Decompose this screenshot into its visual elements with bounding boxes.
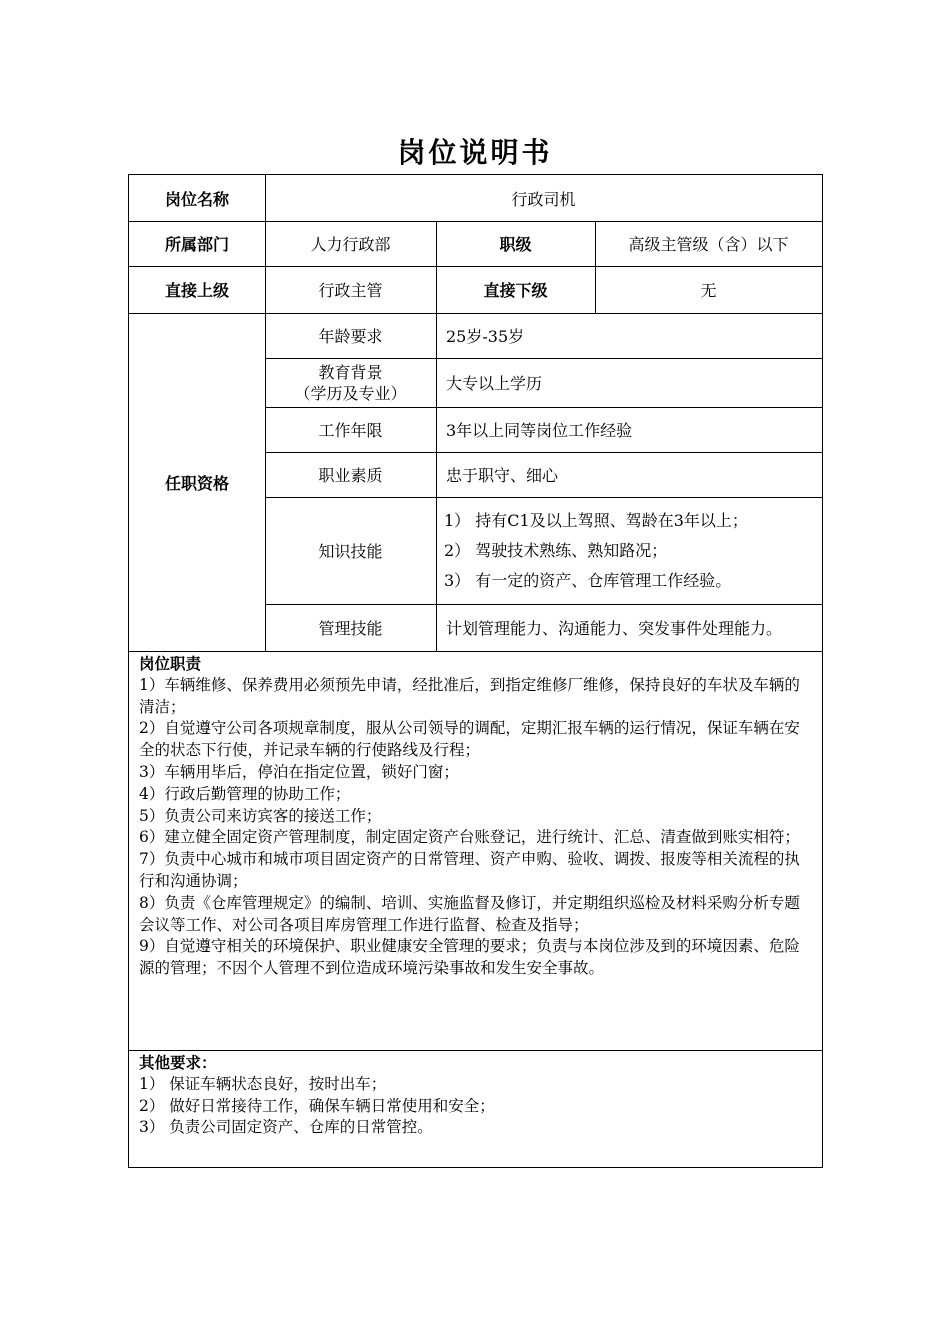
position-value: 行政司机 <box>511 189 576 209</box>
age-value: 25岁-35岁 <box>446 327 525 346</box>
superior-value: 行政主管 <box>318 281 383 300</box>
age-label: 年龄要求 <box>318 327 383 346</box>
page-title: 岗位说明书 <box>397 136 553 169</box>
other-requirements-section <box>129 1050 822 1167</box>
duty-item: 8）负责《仓库管理规定》的编制、培训、实施监督及修订，并定期组织巡检及材料采购分析专题会议等工作、对公司各项目库房管理工作进行监督、检查及指导； <box>139 893 800 934</box>
knowledge-item: 1） 持有C1及以上驾照、驾龄在3年以上； <box>444 510 748 530</box>
other-item: 3） 负责公司固定资产、仓库的日常管控。 <box>139 1118 433 1137</box>
qualities-label: 职业素质 <box>318 466 383 485</box>
other-item: 2） 做好日常接待工作，确保车辆日常使用和安全； <box>139 1096 495 1115</box>
experience-value: 3年以上同等岗位工作经验 <box>446 421 633 440</box>
education-label <box>265 358 436 407</box>
duty-item: 9）自觉遵守相关的环境保护、职业健康安全管理的要求；负责与本岗位涉及到的环境因素、危险源的管理；不因个人管理不到位造成环境污染事故和发生安全事故。 <box>139 937 800 978</box>
duty-item: 5）负责公司来访宾客的接送工作； <box>139 806 382 825</box>
duties-heading: 岗位职责 <box>139 654 202 673</box>
duty-item: 6）建立健全固定资产管理制度，制定固定资产台账登记，进行统计、汇总、清查做到账实相符； <box>139 828 800 847</box>
education-label-line1: 教育背景 <box>318 362 383 382</box>
subordinate-label: 直接下级 <box>483 281 548 300</box>
management-label: 管理技能 <box>318 619 383 638</box>
rank-value: 高级主管级（含）以下 <box>628 235 789 254</box>
management-value: 计划管理能力、沟通能力、突发事件处理能力。 <box>446 619 783 638</box>
duty-item: 2）自觉遵守公司各项规章制度，服从公司领导的调配，定期汇报车辆的运行情况，保证车辆在安全的状态下行使，并记录车辆的行使路线及行程； <box>139 719 800 760</box>
position-label: 岗位名称 <box>164 189 229 209</box>
duty-item: 4）行政后勤管理的协助工作； <box>139 784 351 803</box>
department-label: 所属部门 <box>164 235 229 254</box>
duties-section <box>129 651 822 1050</box>
knowledge-list <box>436 497 822 604</box>
rank-label: 职级 <box>499 235 532 254</box>
other-item: 1） 保证车辆状态良好，按时出车； <box>139 1074 387 1093</box>
qualifications-label: 任职资格 <box>164 473 229 493</box>
knowledge-item: 3） 有一定的资产、仓库管理工作经验。 <box>444 570 732 590</box>
department-value: 人力行政部 <box>310 235 391 254</box>
knowledge-label: 知识技能 <box>318 542 383 561</box>
qualities-value: 忠于职守、细心 <box>446 466 559 485</box>
education-label-line2: （学历及专业） <box>294 383 407 403</box>
duty-item: 3）车辆用毕后，停泊在指定位置，锁好门窗； <box>139 762 459 781</box>
education-value: 大专以上学历 <box>446 374 543 393</box>
knowledge-item: 2） 驾驶技术熟练、熟知路况； <box>444 540 668 560</box>
job-description-table <box>128 174 823 1168</box>
experience-label: 工作年限 <box>318 421 383 440</box>
subordinate-value: 无 <box>700 281 717 300</box>
duty-item: 7）负责中心城市和城市项目固定资产的日常管理、资产申购、验收、调拨、报废等相关流程的执行和沟通协调； <box>139 850 800 890</box>
superior-label: 直接上级 <box>164 281 229 300</box>
other-heading: 其他要求： <box>139 1053 217 1072</box>
duty-item: 1）车辆维修、保养费用必须预先申请，经批准后，到指定维修厂维修，保持良好的车状及车辆的清洁； <box>139 675 800 716</box>
